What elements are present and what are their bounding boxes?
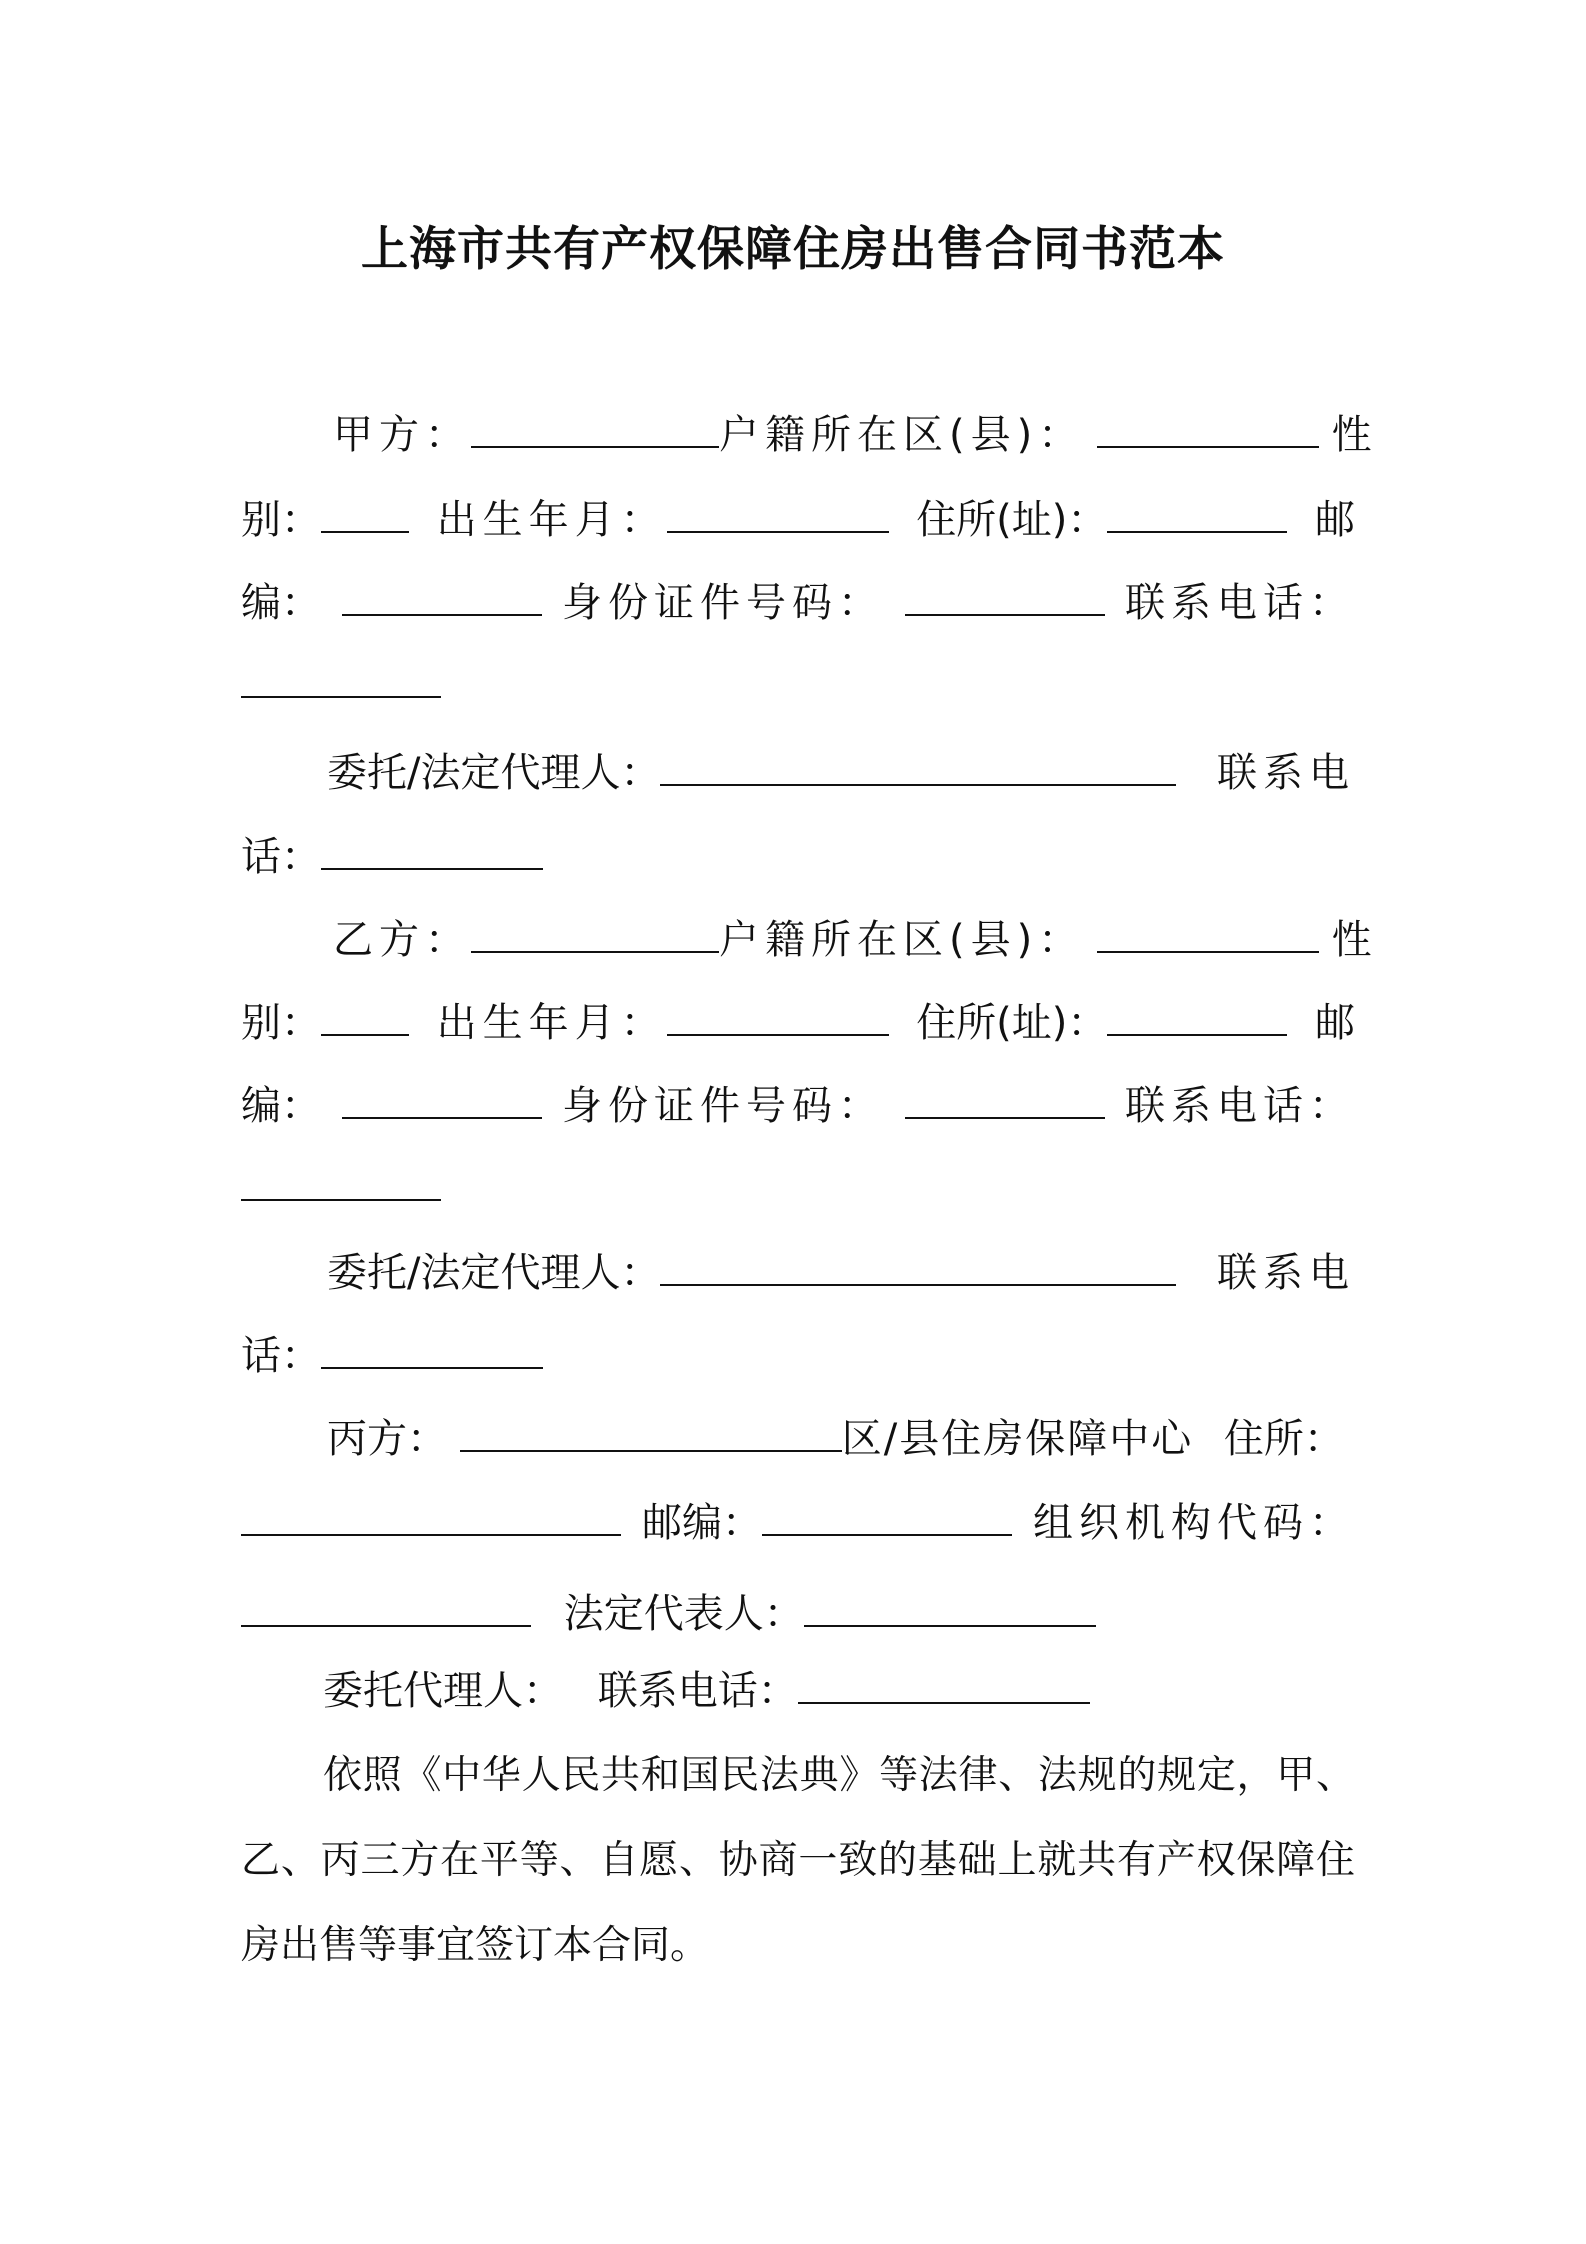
party-a-label: 甲方： <box>333 412 471 458</box>
party-c-line-3 <box>241 1584 1355 1644</box>
party-b-agent-phone-line <box>241 1326 1355 1386</box>
document-title: 上海市共有产权保障住房出售合同书范本 <box>361 222 1225 277</box>
party-a-agent-field[interactable] <box>660 744 1176 786</box>
party-c-legal-rep-label: 法定代表人： <box>563 1591 804 1637</box>
party-b-gender-label-2: 别： <box>241 1000 321 1046</box>
party-a-birth-field[interactable] <box>667 491 889 533</box>
party-c-postcode-field[interactable] <box>762 1494 1012 1536</box>
party-b-label: 乙方： <box>333 917 471 963</box>
party-a-line-3 <box>241 573 1355 633</box>
party-b-line-1 <box>241 910 1372 970</box>
party-b-agent-line <box>241 1243 1355 1303</box>
party-b-id-label: 身份证件号码： <box>562 1083 884 1129</box>
party-c-legal-rep-field[interactable] <box>804 1585 1096 1627</box>
preamble-line-2: 乙、丙三方在平等、自愿、协商一致的基础上就共有产权保障住 <box>241 1838 1355 1883</box>
party-a-birth-label: 出生年月： <box>436 497 667 543</box>
party-b-phone-label: 联系电话： <box>1125 1083 1355 1129</box>
party-a-address-label: 住所(址)： <box>916 497 1108 543</box>
party-b-huji-label: 户籍所在区(县)： <box>719 917 1085 963</box>
party-c-agent-label: 委托代理人： <box>323 1668 563 1714</box>
party-c-phone-field[interactable] <box>798 1662 1090 1704</box>
party-b-address-label: 住所(址)： <box>916 1000 1108 1046</box>
party-b-line-4 <box>241 1158 1355 1218</box>
party-c-line-2 <box>241 1493 1355 1553</box>
party-a-agent-line <box>241 743 1355 803</box>
party-a-line-2 <box>241 490 1355 550</box>
party-b-agent-field[interactable] <box>660 1244 1176 1286</box>
party-b-phone-field[interactable] <box>241 1159 441 1201</box>
party-c-line-1 <box>241 1409 1355 1469</box>
preamble-line-1: 依照《中华人民共和国民法典》等法律、法规的规定，甲、 <box>323 1753 1355 1798</box>
party-a-address-field[interactable] <box>1107 491 1287 533</box>
party-c-phone-label: 联系电话： <box>597 1668 798 1714</box>
party-a-gender-label-2: 别： <box>241 497 321 543</box>
party-b-line-2 <box>241 993 1355 1053</box>
party-a-agent-phone-label-2: 话： <box>241 834 321 880</box>
party-b-postcode-label-1: 邮 <box>1315 1000 1355 1046</box>
party-a-postcode-field[interactable] <box>342 574 542 616</box>
party-a-phone-label: 联系电话： <box>1125 580 1355 626</box>
party-b-birth-label: 出生年月： <box>436 1000 667 1046</box>
party-b-address-field[interactable] <box>1107 994 1287 1036</box>
party-c-center-label: 区/县住房保障中心 <box>841 1416 1194 1462</box>
party-a-agent-phone-line <box>241 827 1355 887</box>
party-c-address-label: 住所： <box>1223 1416 1344 1462</box>
party-a-id-label: 身份证件号码： <box>562 580 884 626</box>
party-b-id-field[interactable] <box>905 1077 1105 1119</box>
party-b-agent-phone-label-1: 联系电 <box>1217 1250 1355 1296</box>
party-c-org-code-field[interactable] <box>241 1585 531 1627</box>
party-a-postcode-label-2: 编： <box>241 580 321 626</box>
party-a-agent-phone-field[interactable] <box>321 828 543 870</box>
party-b-agent-phone-label-2: 话： <box>241 1333 321 1379</box>
party-c-org-code-label: 组织机构代码： <box>1033 1500 1355 1546</box>
party-b-birth-field[interactable] <box>667 994 889 1036</box>
party-a-name-field[interactable] <box>471 406 719 448</box>
preamble-line-3: 房出售等事宜签订本合同。 <box>241 1923 710 1968</box>
party-b-gender-field[interactable] <box>321 994 409 1036</box>
party-a-gender-label-1: 性 <box>1331 412 1372 458</box>
party-a-line-1 <box>241 405 1372 465</box>
party-a-agent-phone-label-1: 联系电 <box>1217 750 1355 796</box>
party-c-line-4 <box>241 1661 1355 1721</box>
party-a-phone-field[interactable] <box>241 656 441 698</box>
party-b-agent-label: 委托/法定代理人： <box>327 1250 661 1296</box>
party-a-huji-field[interactable] <box>1097 406 1319 448</box>
party-c-address-field[interactable] <box>241 1494 621 1536</box>
party-b-huji-field[interactable] <box>1097 911 1319 953</box>
party-a-postcode-label-1: 邮 <box>1315 497 1355 543</box>
party-b-name-field[interactable] <box>471 911 719 953</box>
party-c-label: 丙方： <box>327 1416 447 1462</box>
party-a-huji-label: 户籍所在区(县)： <box>719 412 1085 458</box>
party-b-postcode-label-2: 编： <box>241 1083 321 1129</box>
party-b-postcode-field[interactable] <box>342 1077 542 1119</box>
party-b-line-3 <box>241 1076 1355 1136</box>
party-b-gender-label-1: 性 <box>1331 917 1372 963</box>
party-a-line-4 <box>241 655 1355 715</box>
party-a-gender-field[interactable] <box>321 491 409 533</box>
party-a-id-field[interactable] <box>905 574 1105 616</box>
party-a-agent-label: 委托/法定代理人： <box>327 750 661 796</box>
party-b-agent-phone-field[interactable] <box>321 1327 543 1369</box>
party-c-postcode-label: 邮编： <box>642 1500 762 1546</box>
party-c-district-field[interactable] <box>460 1410 842 1452</box>
